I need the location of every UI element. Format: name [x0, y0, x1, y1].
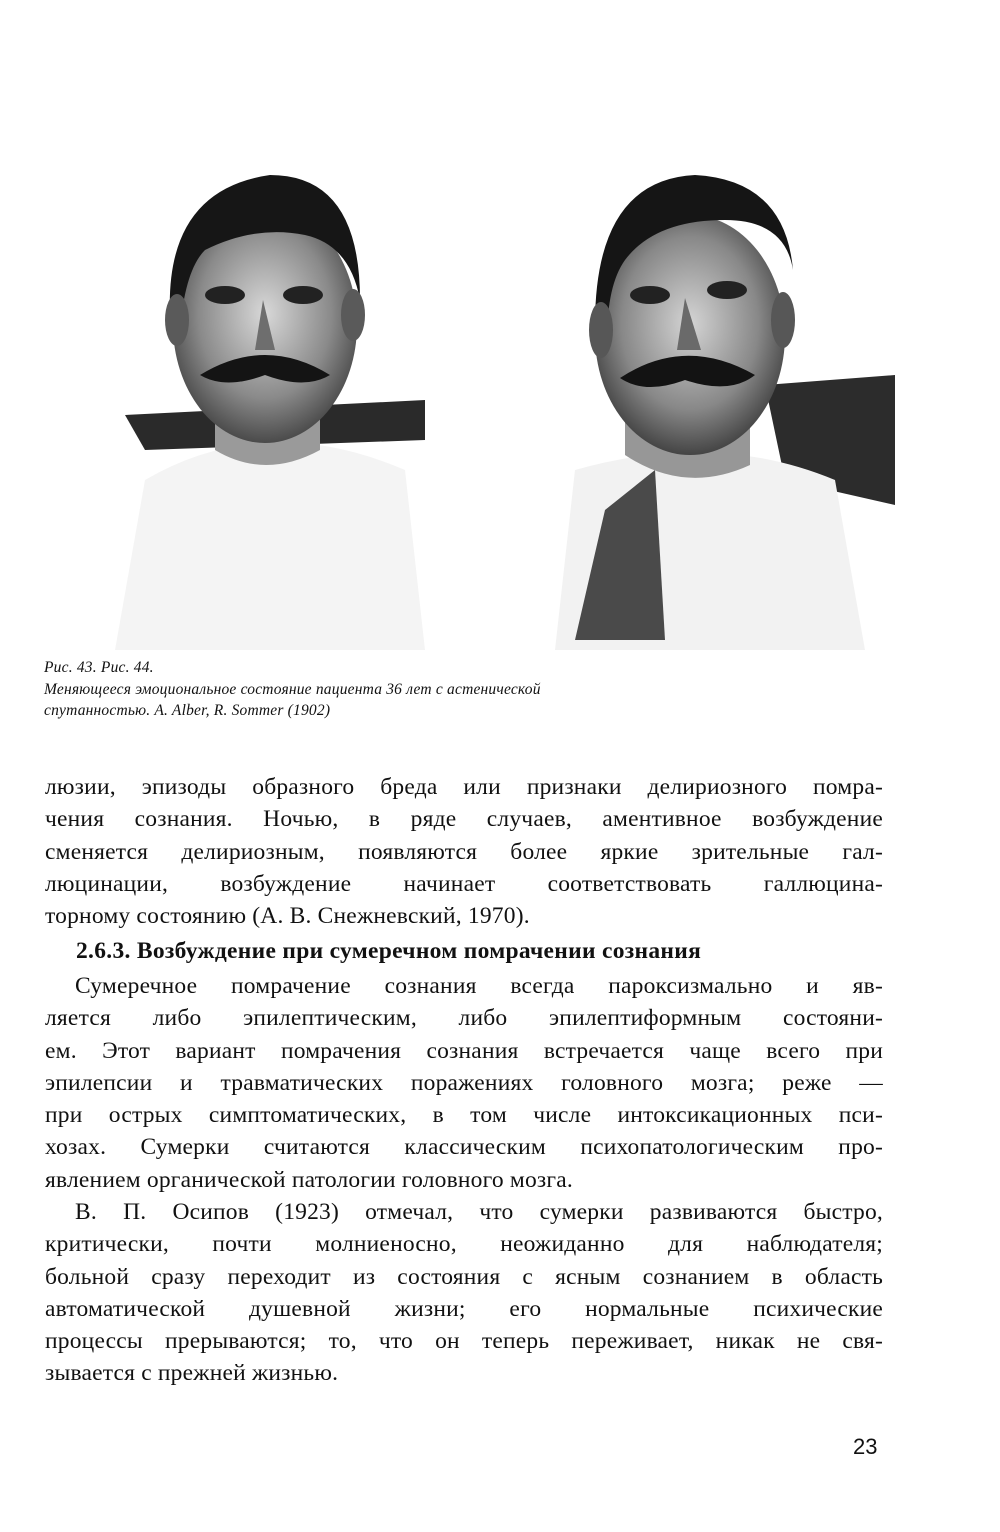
text-line: зывается с прежней жизнью.	[45, 1360, 339, 1387]
caption-description-line: Меняющееся эмоциональное состояние пациента 36 лет с астенической	[44, 680, 541, 698]
section-heading: 2.6.3. Возбуждение при сумеречном помрачении сознания	[76, 938, 702, 964]
text-line: чения сознания. Ночью, в ряде случаев, аментивное возбуждение	[45, 806, 883, 833]
text-line: ляется либо эпилептическим, либо эпилептиформным состояни-	[45, 1005, 883, 1032]
text-line: В. П. Осипов (1923) отмечал, что сумерки развиваются быстро,	[75, 1199, 883, 1225]
text-line: при острых симптоматических, в том числе интоксикационных пси-	[45, 1102, 883, 1129]
text-line: люцинации, возбуждение начинает соответствовать галлюцина-	[45, 870, 883, 897]
text-line: больной сразу переходит из состояния с ясным сознанием в область	[45, 1263, 883, 1290]
man-portrait-left	[105, 150, 425, 650]
text-line: люзии, эпизоды образного бреда или признаки делириозного помра-	[45, 774, 883, 800]
caption-figure-numbers: Рис. 43. Рис. 44.	[44, 659, 154, 676]
paragraph-osipov	[45, 1196, 883, 1390]
text-line: автоматической душевной жизни; его нормальные психические	[45, 1295, 883, 1322]
text-line: эпилепсии и травматических поражениях головного мозга; реже —	[45, 1069, 883, 1096]
text-line: процессы прерываются; то, что он теперь переживает, никак не свя-	[45, 1328, 883, 1355]
paragraph-continuation	[45, 771, 883, 932]
text-line: торному состоянию (А. В. Снежневский, 1970).	[45, 903, 530, 930]
text-line: явлением органической патологии головного мозга.	[45, 1166, 573, 1193]
figure-43-photo	[105, 150, 425, 650]
text-line: хозах. Сумерки считаются классическим психопатологическим про-	[45, 1134, 883, 1161]
paragraph-twilight-state	[45, 970, 883, 1196]
figure-44-photo	[535, 150, 895, 650]
figure-caption	[44, 657, 804, 722]
text-line: Сумеречное помрачение сознания всегда пароксизмально и яв-	[75, 973, 883, 999]
man-portrait-right	[535, 150, 895, 650]
page-number: 23	[853, 1434, 878, 1459]
text-line: сменяется делириозным, появляются более яркие зрительные гал-	[45, 838, 883, 865]
text-line: ем. Этот вариант помрачения сознания встречается чаще всего при	[45, 1037, 883, 1064]
caption-description-line: спутанностью. A. Alber, R. Sommer (1902)	[44, 702, 331, 719]
text-line: критически, почти молниеносно, неожиданно для наблюдателя;	[45, 1231, 883, 1258]
